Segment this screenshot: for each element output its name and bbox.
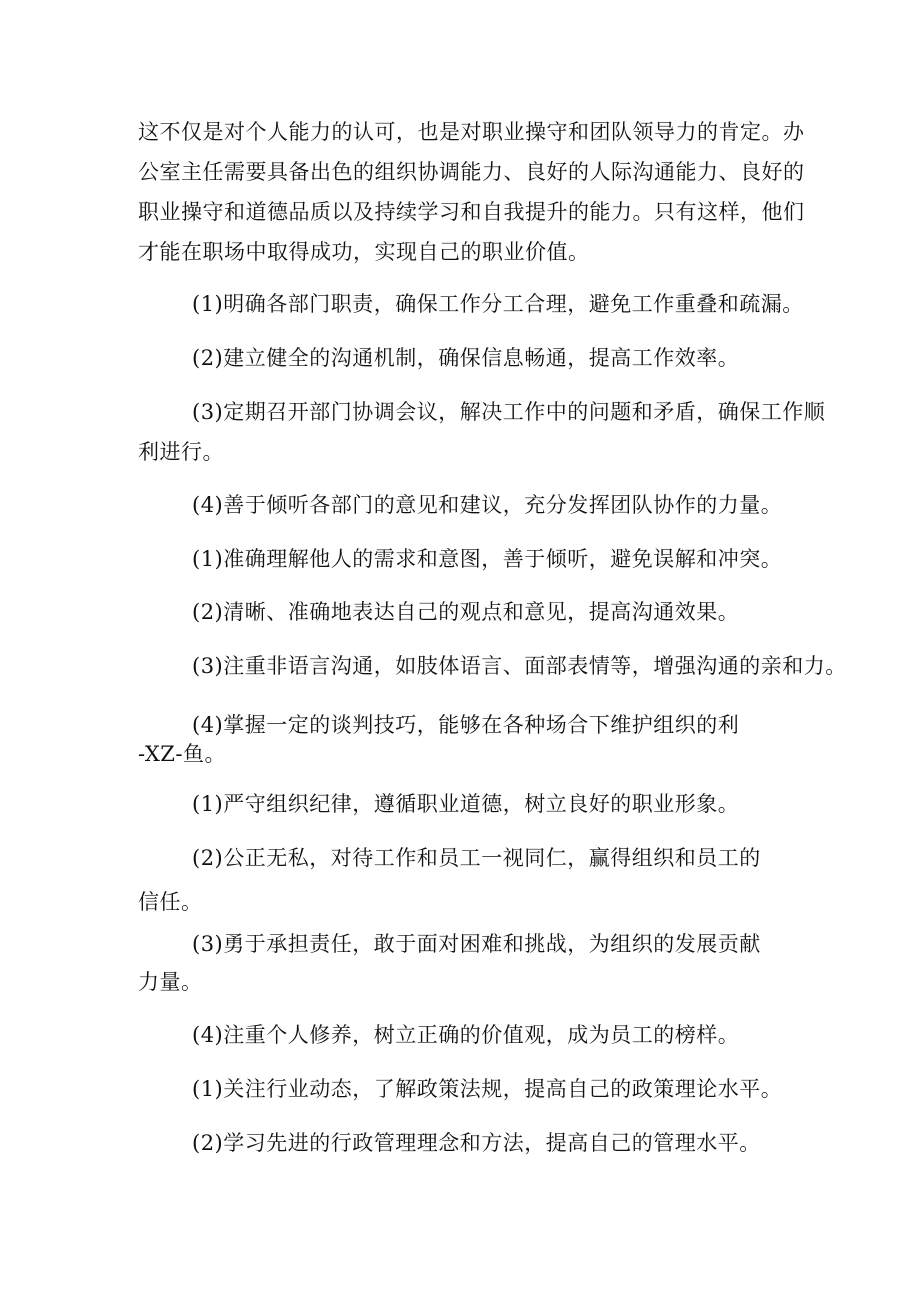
list-item-continuation: 力量。 bbox=[138, 970, 203, 994]
list-item: (2)清晰、准确地表达自己的观点和意见，提高沟通效果。 bbox=[192, 600, 740, 624]
list-item-continuation: 信任。 bbox=[138, 890, 203, 914]
intro-line: 职业操守和道德品质以及持续学习和自我提升的能力。只有这样，他们 bbox=[138, 200, 805, 224]
intro-line: 才能在职场中取得成功，实现自己的职业价值。 bbox=[138, 240, 590, 264]
list-item: (1)明确各部门职责，确保工作分工合理，避免工作重叠和疏漏。 bbox=[192, 292, 804, 316]
list-item: (3)注重非语言沟通，如肢体语言、面部表情等，增强沟通的亲和力。 bbox=[192, 654, 847, 678]
list-item: (2)学习先进的行政管理理念和方法，提高自己的管理水平。 bbox=[192, 1131, 761, 1155]
intro-line: 这不仅是对个人能力的认可，也是对职业操守和团队领导力的肯定。办 bbox=[138, 120, 805, 144]
list-item: (3)勇于承担责任，敢于面对困难和挑战，为组织的发展贡献 bbox=[192, 932, 761, 956]
list-item: (4)掌握一定的谈判技巧，能够在各种场合下维护组织的利 bbox=[192, 713, 740, 737]
list-item-continuation: 利进行。 bbox=[138, 440, 224, 464]
list-item: (1)关注行业动态，了解政策法规，提高自己的政策理论水平。 bbox=[192, 1077, 783, 1101]
intro-line: 公室主任需要具备出色的组织协调能力、良好的人际沟通能力、良好的 bbox=[138, 160, 805, 184]
list-item: (3)定期召开部门协调会议，解决工作中的问题和矛盾，确保工作顺 bbox=[192, 400, 826, 424]
list-item-continuation: -XZ-鱼。 bbox=[138, 742, 226, 766]
list-item: (1)严守组织纪律，遵循职业道德，树立良好的职业形象。 bbox=[192, 792, 740, 816]
list-item: (2)建立健全的沟通机制，确保信息畅通，提高工作效率。 bbox=[192, 346, 740, 370]
list-item: (2)公正无私，对待工作和员工一视同仁，赢得组织和员工的 bbox=[192, 846, 761, 870]
list-item: (1)准确理解他人的需求和意图，善于倾听，避免误解和冲突。 bbox=[192, 547, 783, 571]
list-item: (4)善于倾听各部门的意见和建议，充分发挥团队协作的力量。 bbox=[192, 493, 783, 517]
list-item: (4)注重个人修养，树立正确的价值观，成为员工的榜样。 bbox=[192, 1023, 740, 1047]
